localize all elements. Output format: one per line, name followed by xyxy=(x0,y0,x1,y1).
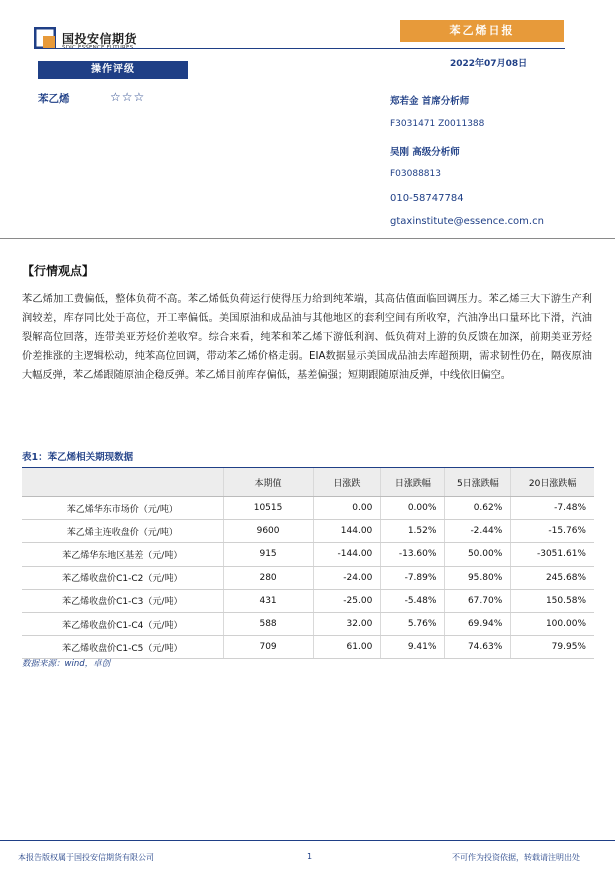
table-cell: -144.00 xyxy=(313,543,381,566)
table-cell: 0.00% xyxy=(381,497,445,520)
table-row xyxy=(22,543,594,566)
row-label: 苯乙烯主连收盘价（元/吨） xyxy=(22,520,223,543)
table-cell: -24.00 xyxy=(313,566,381,589)
table-cell: 588 xyxy=(223,612,313,635)
table-header-cell: 日涨跌 xyxy=(313,468,381,497)
table-cell: 0.00 xyxy=(313,497,381,520)
table-cell: 915 xyxy=(223,543,313,566)
table-cell: -7.48% xyxy=(511,497,594,520)
row-label: 苯乙烯华东地区基差（元/吨） xyxy=(22,543,223,566)
rating-banner: 操作评级 xyxy=(38,61,188,79)
logo-mark-icon xyxy=(34,27,56,49)
analyst-1-name: 郑若金 首席分析师 xyxy=(390,96,470,107)
table-cell: 1.52% xyxy=(381,520,445,543)
table-header-row xyxy=(22,468,594,497)
analyst-2-cert: F03088813 xyxy=(390,169,441,179)
table-cell: 95.80% xyxy=(445,566,511,589)
table-cell: 69.94% xyxy=(445,612,511,635)
table-header-cell: 日涨跌幅 xyxy=(381,468,445,497)
analyst-2-name: 吴刚 高级分析师 xyxy=(390,147,460,158)
header-divider xyxy=(38,48,565,49)
table-cell: 50.00% xyxy=(445,543,511,566)
table-cell: -25.00 xyxy=(313,589,381,612)
table-row xyxy=(22,612,594,635)
table-cell: 431 xyxy=(223,589,313,612)
table-cell: -13.60% xyxy=(381,543,445,566)
contact-phone: 010-58747784 xyxy=(390,193,464,204)
table-cell: 9600 xyxy=(223,520,313,543)
table-header-cell: 本期值 xyxy=(223,468,313,497)
row-label: 苯乙烯收盘价C1-C5（元/吨） xyxy=(22,636,223,659)
product-name: 苯乙烯 xyxy=(38,93,70,105)
data-table xyxy=(22,467,594,659)
footer-copyright: 本报告版权属于国投安信期货有限公司 xyxy=(18,853,154,862)
row-label: 苯乙烯华东市场价（元/吨） xyxy=(22,497,223,520)
table-cell: 245.68% xyxy=(511,566,594,589)
table-cell: 67.70% xyxy=(445,589,511,612)
table-cell: 9.41% xyxy=(381,636,445,659)
data-source: 数据来源：wind，卓创 xyxy=(22,659,111,669)
table-header-cell: 20日涨跌幅 xyxy=(511,468,594,497)
table-row xyxy=(22,589,594,612)
row-label: 苯乙烯收盘价C1-C2（元/吨） xyxy=(22,566,223,589)
table-cell: -3051.61% xyxy=(511,543,594,566)
table-caption: 表1：苯乙烯相关期现数据 xyxy=(22,452,134,463)
section-title: 【行情观点】 xyxy=(22,264,95,278)
table-cell: 79.95% xyxy=(511,636,594,659)
table-cell: 100.00% xyxy=(511,612,594,635)
contact-email[interactable]: gtaxinstitute@essence.com.cn xyxy=(390,216,544,227)
table-cell: 32.00 xyxy=(313,612,381,635)
table-cell: 144.00 xyxy=(313,520,381,543)
table-cell: 280 xyxy=(223,566,313,589)
section-divider xyxy=(0,238,615,239)
analyst-1-cert: F3031471 Z0011388 xyxy=(390,119,485,129)
logo-text-cn: 国投安信期货 xyxy=(62,32,138,46)
report-date: 2022年07月08日 xyxy=(450,59,528,69)
row-label: 苯乙烯收盘价C1-C4（元/吨） xyxy=(22,612,223,635)
table-cell: 5.76% xyxy=(381,612,445,635)
table-cell: 709 xyxy=(223,636,313,659)
table-cell: 10515 xyxy=(223,497,313,520)
table-cell: 0.62% xyxy=(445,497,511,520)
table-row xyxy=(22,636,594,659)
page-number: 1 xyxy=(307,852,313,861)
table-cell: 61.00 xyxy=(313,636,381,659)
table-row xyxy=(22,566,594,589)
table-header-cell xyxy=(22,468,223,497)
table-row xyxy=(22,520,594,543)
table-header-cell: 5日涨跌幅 xyxy=(445,468,511,497)
table-cell: -7.89% xyxy=(381,566,445,589)
footer-disclaimer: 不可作为投资依据，转载请注明出处 xyxy=(452,853,580,862)
table-cell: 150.58% xyxy=(511,589,594,612)
company-logo xyxy=(34,27,144,55)
table-row xyxy=(22,497,594,520)
table-cell: -5.48% xyxy=(381,589,445,612)
table-cell: -15.76% xyxy=(511,520,594,543)
rating-stars-icon: ☆☆☆ xyxy=(110,90,146,104)
table-cell: -2.44% xyxy=(445,520,511,543)
footer-divider xyxy=(0,840,615,841)
report-title: 苯乙烯日报 xyxy=(400,20,564,42)
table-cell: 74.63% xyxy=(445,636,511,659)
row-label: 苯乙烯收盘价C1-C3（元/吨） xyxy=(22,589,223,612)
market-view-paragraph: 苯乙烯加工费偏低，整体负荷不高。苯乙烯低负荷运行使得压力给到纯苯端，其高估值面临回调压力。苯乙烯三大下游生产利润较差，库存同比处于高位，开工率偏低。美国原油和成品油与其他地区的套利空间有所收窄，汽油净出口量环比下滑，汽油裂解高位回落，连带美亚芳烃价差收窄。综合来看，纯苯和苯乙烯下游低利润、低负荷对上游的负反馈在加深，前期美亚芳烃价差推涨的主逻辑松动，纯苯高位回调，带动苯乙烯价格走弱。EIA数据显示美国成品油去库超预期，需求韧性仍在，隔夜原油大幅反弹，苯乙烯跟随原油企稳反弹。苯乙烯目前库存偏低，基差偏强；短期跟随原油反弹，中线依旧偏空。 xyxy=(22,294,592,381)
